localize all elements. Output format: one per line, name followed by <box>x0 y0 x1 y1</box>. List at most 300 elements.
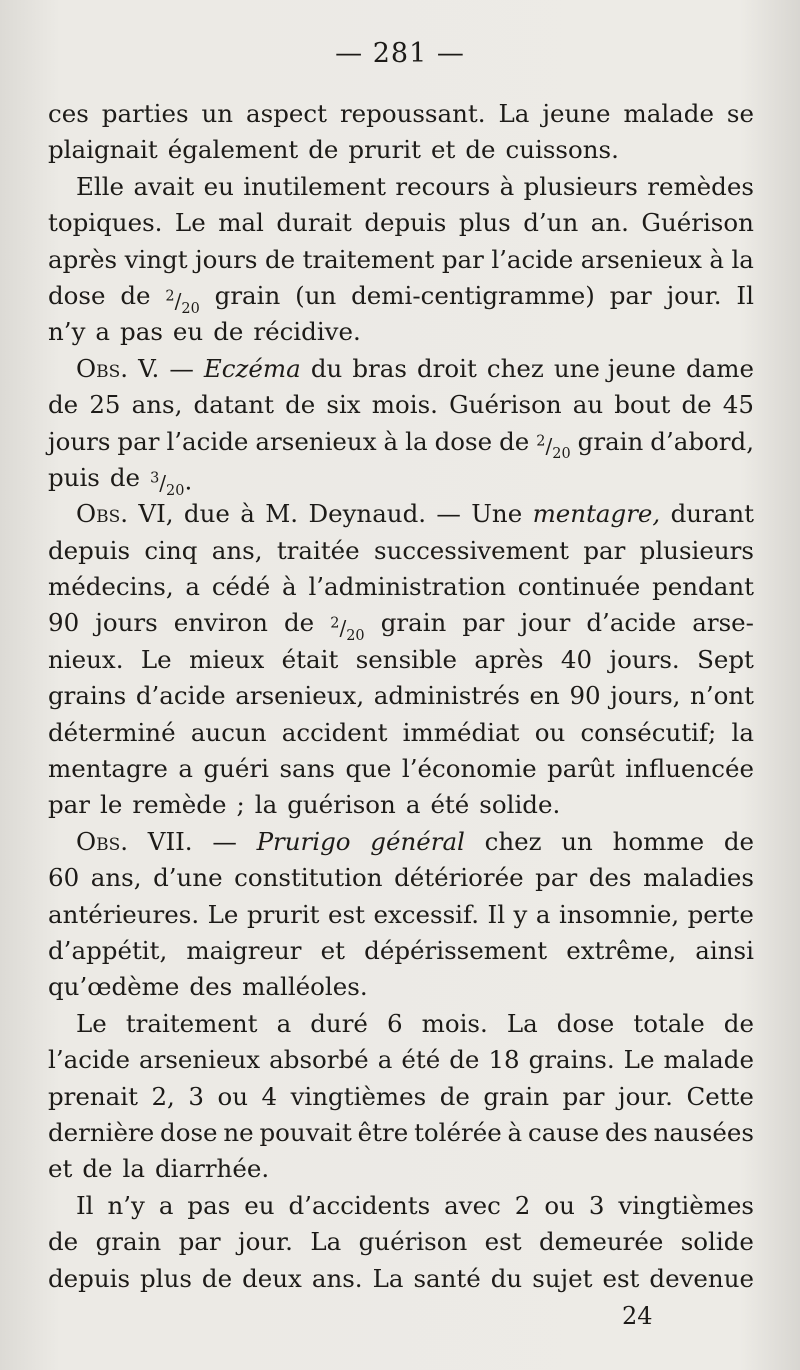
word: à <box>282 572 297 602</box>
word: et <box>320 935 345 965</box>
word: ou <box>217 1081 248 1111</box>
word: eu <box>244 1190 275 1220</box>
word: droit <box>417 353 477 383</box>
word: pas <box>187 1190 231 1220</box>
word: l’administration <box>308 572 506 602</box>
word: une jeune <box>553 353 676 383</box>
word: inutilement <box>243 171 387 201</box>
word: eu <box>172 317 204 347</box>
word: la <box>254 790 278 820</box>
word: cédé <box>211 572 271 602</box>
word: de <box>439 1081 470 1111</box>
word: en <box>529 681 560 711</box>
word: un <box>201 99 234 128</box>
word: Il <box>76 1190 94 1220</box>
word: de <box>120 280 151 310</box>
word: — <box>212 826 237 856</box>
word: dose <box>556 1008 615 1038</box>
word: de <box>284 608 315 638</box>
word: malade <box>663 1045 754 1075</box>
word: grains <box>48 681 127 711</box>
word: jours <box>195 244 258 274</box>
word: 3 <box>588 1190 605 1220</box>
word: nausées <box>653 1117 754 1147</box>
word: de <box>723 826 754 856</box>
word: dose <box>48 280 106 310</box>
word: été <box>430 790 470 820</box>
word: cuissons. <box>505 135 619 165</box>
word: parût <box>547 754 615 784</box>
word: parties <box>101 99 189 128</box>
text-line <box>48 351 754 387</box>
word: vingtièmes <box>618 1190 754 1220</box>
text-line <box>48 715 754 751</box>
word: tolérée <box>414 1117 502 1147</box>
word: par <box>178 1227 221 1257</box>
word: est <box>328 899 365 929</box>
word: après <box>474 644 544 674</box>
word: devenue <box>649 1263 754 1293</box>
text-line <box>48 278 754 317</box>
word: à <box>709 244 724 274</box>
word: par <box>562 1081 605 1111</box>
word: de <box>449 1045 480 1075</box>
word: de <box>48 1227 79 1257</box>
word: à <box>507 1117 523 1147</box>
text-line <box>48 569 754 605</box>
word: n’ont <box>690 681 754 711</box>
word: grain <box>95 1227 162 1257</box>
word: la <box>731 244 754 274</box>
signature-mark: 24 <box>622 1302 653 1330</box>
word: ans, <box>90 863 142 893</box>
text-line <box>48 1261 754 1297</box>
word: jours, <box>610 681 681 711</box>
word: constitution <box>234 863 383 893</box>
word: jour. <box>666 280 722 310</box>
word: — <box>169 353 194 383</box>
word: Obs. <box>76 499 129 529</box>
word: six <box>326 390 361 420</box>
word: Il <box>736 280 754 310</box>
word: Obs. <box>76 826 129 856</box>
word: jour. <box>238 1227 293 1257</box>
word: grain <box>214 280 281 310</box>
word: de <box>201 1263 233 1293</box>
word: ; <box>236 790 245 820</box>
word: dame <box>685 353 754 383</box>
word: depuis <box>364 208 447 238</box>
word: mentagre, <box>532 499 661 529</box>
word: 2, <box>151 1081 175 1111</box>
word: aspect <box>246 99 327 128</box>
word: dose <box>434 426 493 456</box>
word: 18 <box>488 1045 520 1075</box>
word: V. <box>138 353 160 383</box>
word: après <box>48 244 118 274</box>
word: la <box>405 426 428 456</box>
word: aucun <box>190 717 267 747</box>
word: La <box>498 99 530 128</box>
word: l’acide <box>491 244 574 274</box>
word: remèdes <box>647 171 754 201</box>
word: topiques. <box>48 208 163 238</box>
word: $^2/_{20}$ <box>165 287 200 317</box>
word: ou <box>534 717 566 747</box>
word: 6 <box>386 1008 403 1038</box>
word: vingt <box>124 244 188 274</box>
word: remède <box>132 790 227 820</box>
word: déterminé <box>48 717 176 747</box>
word: l’acide <box>166 426 249 456</box>
word: par <box>48 790 91 820</box>
word: a <box>377 1045 393 1075</box>
word: par <box>462 608 505 638</box>
word: perte <box>687 899 754 929</box>
word: été <box>401 1045 441 1075</box>
text-line <box>48 387 754 423</box>
word: récidive. <box>253 317 361 347</box>
word: de <box>499 426 530 456</box>
word: l’économie <box>401 754 537 784</box>
word: continuée <box>517 572 641 602</box>
word: a <box>276 1008 292 1038</box>
word: homme <box>612 826 705 856</box>
word: n’y <box>107 1190 145 1220</box>
word: VII. <box>147 826 193 856</box>
word: dernière <box>48 1117 155 1147</box>
word: M. <box>265 499 299 529</box>
word: d’appétit, <box>48 935 168 965</box>
word: de <box>109 462 141 492</box>
word: et <box>48 1154 73 1184</box>
word: 45 <box>722 390 754 420</box>
word: durait <box>276 208 352 238</box>
word: Guérison <box>641 208 754 238</box>
word: est <box>602 1263 640 1293</box>
word: guéri <box>203 754 269 784</box>
word: sujet <box>532 1263 593 1293</box>
word: d’abord, <box>650 426 754 456</box>
word: la <box>731 717 754 747</box>
word: à <box>499 171 515 201</box>
word: Prurigo <box>256 826 351 856</box>
text-line <box>48 933 754 969</box>
word: a <box>178 754 193 784</box>
word: Le <box>140 644 172 674</box>
word: sans <box>279 754 335 784</box>
word: avec <box>444 1190 501 1220</box>
word: et <box>430 135 456 165</box>
text-line <box>48 132 754 168</box>
word: 90 <box>48 608 80 638</box>
word: Le <box>76 1008 107 1038</box>
word: 2 <box>514 1190 531 1220</box>
word: recours <box>395 171 491 201</box>
word: également <box>167 135 299 165</box>
word: dose <box>160 1117 218 1147</box>
word: jours. <box>609 644 680 674</box>
word: ans. <box>311 1263 363 1293</box>
word: des <box>604 1117 648 1147</box>
word: d’un <box>523 208 579 238</box>
word: puis <box>48 462 100 492</box>
word: pas <box>120 317 163 347</box>
word: se <box>726 99 754 128</box>
word: an. <box>590 208 629 238</box>
word: de <box>264 244 296 274</box>
word: 25 <box>89 390 121 420</box>
word: diarrhée. <box>155 1154 270 1184</box>
word: traitement <box>302 244 435 274</box>
word: bras <box>352 353 407 383</box>
word: par <box>583 535 626 565</box>
text-line <box>48 1188 754 1224</box>
word: demi-centigramme) <box>351 280 595 310</box>
word: solide. <box>479 790 561 820</box>
word: ou <box>544 1190 575 1220</box>
word: le <box>100 790 123 820</box>
text-line <box>48 1042 754 1078</box>
word: arse- <box>692 608 754 638</box>
text-line <box>48 1224 754 1260</box>
word: immédiat <box>402 717 520 747</box>
word: ainsi <box>695 935 754 965</box>
word: $^3/_{20}$. <box>150 466 193 499</box>
word: nieux. <box>48 644 124 674</box>
word: arsenieux <box>580 244 702 274</box>
word: bout <box>614 390 671 420</box>
word: depuis <box>48 535 131 565</box>
text-line <box>48 533 754 569</box>
word: arsenieux, <box>235 681 365 711</box>
word: successivement <box>374 535 569 565</box>
text-line <box>48 605 754 645</box>
word: un <box>561 826 593 856</box>
word: d’une <box>153 863 223 893</box>
word: maigreur <box>186 935 302 965</box>
word: grain <box>577 426 644 456</box>
text-line <box>48 1151 754 1187</box>
word: antérieures. <box>48 899 200 929</box>
word: $^2/_{20}$ <box>330 615 365 645</box>
word: avait <box>133 171 195 201</box>
word: des <box>189 972 233 1002</box>
word: totale <box>633 1008 705 1038</box>
word: 3 <box>188 1081 204 1111</box>
word: du <box>490 1263 523 1293</box>
word: y <box>513 899 528 929</box>
word: depuis <box>48 1263 131 1293</box>
word: a <box>158 1190 174 1220</box>
word: par <box>117 426 160 456</box>
word: jour <box>520 608 571 638</box>
word: vingtièmes <box>290 1081 427 1111</box>
word: d’accidents <box>288 1190 431 1220</box>
word: était <box>281 644 339 674</box>
word: arsenieux <box>139 1045 261 1075</box>
word: plusieurs <box>523 171 638 201</box>
text-line <box>48 751 754 787</box>
word: être <box>357 1117 409 1147</box>
text-line <box>48 642 754 678</box>
word: environ <box>173 608 268 638</box>
word: prurit <box>348 135 421 165</box>
word: qu’œdème <box>48 972 180 1002</box>
word: du <box>310 353 343 383</box>
word: de <box>308 135 339 165</box>
word: jour. <box>618 1081 673 1111</box>
text-line <box>48 787 754 823</box>
word: excessif. <box>373 899 479 929</box>
word: a <box>405 790 421 820</box>
word: de <box>48 390 79 420</box>
word: 90 <box>569 681 601 711</box>
text-line <box>48 169 754 205</box>
word: d’acide <box>135 681 226 711</box>
word: à <box>240 499 255 529</box>
word: traitée <box>276 535 360 565</box>
word: plus <box>458 208 511 238</box>
word: par <box>441 244 484 274</box>
body-text <box>48 96 754 1297</box>
word: de <box>723 1008 754 1038</box>
text-line <box>48 205 754 241</box>
word: des <box>588 863 632 893</box>
word: Guérison <box>449 390 562 420</box>
word: par <box>609 280 652 310</box>
word: absorbé <box>269 1045 369 1075</box>
word: sensible <box>355 644 457 674</box>
word: a <box>185 572 201 602</box>
page-number-header: — 281 — <box>335 38 465 69</box>
word: de <box>213 317 244 347</box>
word: due <box>183 499 230 529</box>
text-line <box>48 496 754 532</box>
word: malléoles. <box>242 972 368 1002</box>
word: la <box>122 1154 145 1184</box>
word: à <box>383 426 399 456</box>
word: Sept <box>697 644 754 674</box>
word: arsenieux <box>255 426 377 456</box>
word: mois. <box>421 1008 488 1038</box>
word: jeune <box>542 99 611 128</box>
word: Eczéma <box>203 353 301 383</box>
word: détériorée <box>394 863 524 893</box>
word: général <box>370 826 465 856</box>
word: prenait <box>48 1081 138 1111</box>
word: que <box>345 754 392 784</box>
word: 40 <box>560 644 593 674</box>
word: grains. <box>528 1045 615 1075</box>
word: traitement <box>125 1008 258 1038</box>
word: prurit <box>246 899 320 929</box>
word: duré <box>310 1008 368 1038</box>
word: Il <box>487 899 506 929</box>
word: mentagre <box>48 754 168 784</box>
word: malade <box>623 99 714 128</box>
word: extrême, <box>566 935 677 965</box>
word: 60 <box>48 863 80 893</box>
word: mois. <box>371 390 438 420</box>
word: plus <box>140 1263 192 1293</box>
word: ne <box>223 1117 254 1147</box>
word: grain <box>380 608 447 638</box>
text-line <box>48 1006 754 1042</box>
text-line <box>48 96 754 132</box>
word: guérison <box>358 1227 468 1257</box>
text-line <box>48 1115 754 1151</box>
text-line <box>48 460 754 499</box>
word: de <box>465 135 496 165</box>
word: plaignait <box>48 135 158 165</box>
word: dépérissement <box>364 935 548 965</box>
word: d’acide <box>586 608 677 638</box>
word: de <box>285 390 316 420</box>
word: consécutif; <box>580 717 717 747</box>
text-line <box>48 860 754 896</box>
word: l’acide <box>48 1045 130 1075</box>
word: administrés <box>373 681 520 711</box>
word: plusieurs <box>639 535 754 565</box>
word: jours <box>95 608 158 638</box>
word: mal <box>218 208 264 238</box>
word: $^2/_{20}$ <box>536 433 571 463</box>
word: ans, <box>131 390 183 420</box>
word: médecins, <box>48 572 174 602</box>
text-line <box>48 897 754 933</box>
word: au <box>572 390 604 420</box>
word: pouvait <box>259 1117 352 1147</box>
word: par <box>535 863 578 893</box>
word: solide <box>680 1227 754 1257</box>
word: cause <box>527 1117 600 1147</box>
word: a <box>535 899 551 929</box>
word: chez <box>484 826 542 856</box>
word: mieux <box>189 644 265 674</box>
word: eu <box>203 171 234 201</box>
word: n’y <box>48 317 86 347</box>
word: Cette <box>686 1081 754 1111</box>
text-line <box>48 1079 754 1115</box>
word: insomnie, <box>559 899 680 929</box>
word: Le <box>207 899 239 929</box>
word: Le <box>174 208 206 238</box>
word: pendant <box>652 572 754 602</box>
word: influencée <box>625 754 754 784</box>
word: ces <box>48 99 89 128</box>
text-line <box>48 678 754 714</box>
word: VI, <box>138 499 174 529</box>
word: La <box>506 1008 538 1038</box>
word: repoussant. <box>339 99 486 128</box>
word: de <box>82 1154 113 1184</box>
word: chez <box>486 353 544 383</box>
text-line <box>48 424 754 463</box>
word: Le <box>623 1045 655 1075</box>
word: Une <box>471 499 523 529</box>
word: cinq <box>144 535 198 565</box>
word: maladies <box>643 863 754 893</box>
word: Elle <box>76 171 125 201</box>
text-line <box>48 824 754 860</box>
word: de <box>681 390 712 420</box>
word: a <box>95 317 111 347</box>
word: santé <box>413 1263 481 1293</box>
word: La <box>310 1227 342 1257</box>
word: demeurée <box>538 1227 664 1257</box>
text-line <box>48 242 754 278</box>
